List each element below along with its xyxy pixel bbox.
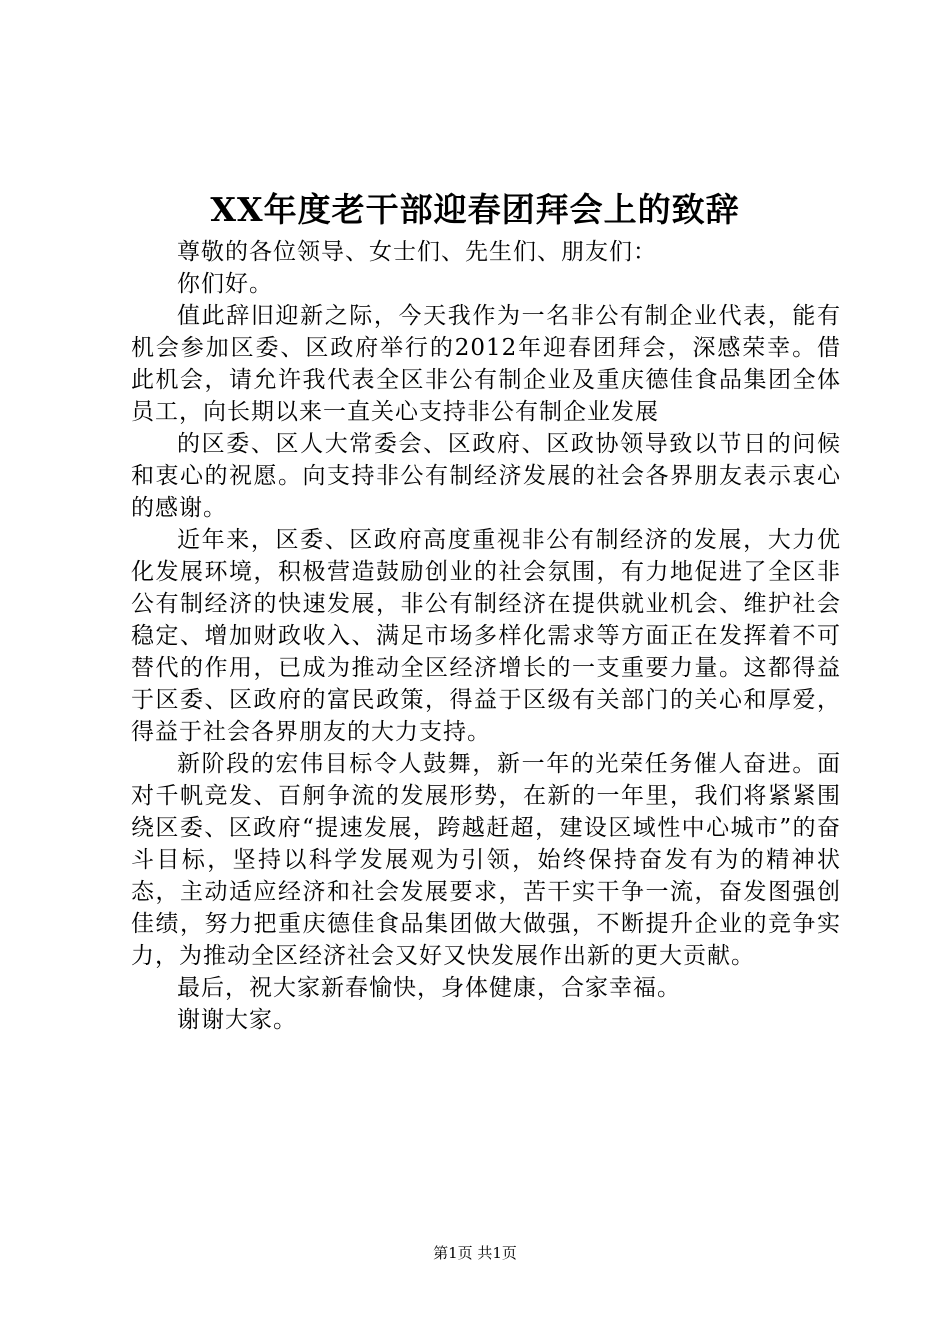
body-paragraph: 新阶段的宏伟目标令人鼓舞，新一年的光荣任务催人奋进。面对千帆竞发、百舸争流的发展形势，在新的一年里，我们将紧紧围绕区委、区政府“提速发展，跨越赶超，建设区域性中心城市”的奋斗目标，坚持以科学发展观为引领，始终保持奋发有为的精神状态，主动适应经济和社会发展要求，苦干实干争一流，奋发图强创佳绩，努力把重庆德佳食品集团做大做强，不断提升企业的竞争实力，为推动全区经济社会又好又快发展作出新的更大贡献。 [131, 751, 841, 969]
body-paragraph: 近年来，区委、区政府高度重视非公有制经济的发展，大力优化发展环境，积极营造鼓励创业的社会氛围，有力地促进了全区非公有制经济的快速发展，非公有制经济在提供就业机会、维护社会稳定、增加财政收入、满足市场多样化需求等方面正在发挥着不可替代的作用，已成为推动全区经济增长的一支重要力量。这都得益于区委、区政府的富民政策，得益于区级有关部门的关心和厚爱，得益于社会各界朋友的大力支持。 [131, 527, 841, 745]
page-number: 第1页 共1页 [433, 1244, 517, 1262]
closing-paragraph: 最后，祝大家新春愉快，身体健康，合家幸福。 [177, 975, 681, 1001]
greeting-paragraph: 你们好。 [177, 271, 273, 297]
salutation-paragraph: 尊敬的各位领导、女士们、先生们、朋友们： [177, 239, 657, 265]
body-paragraph: 的区委、区人大常委会、区政府、区政协领导致以节日的问候和衷心的祝愿。向支持非公有制经济发展的社会各界朋友表示衷心的感谢。 [131, 431, 841, 521]
document-title: XX年度老干部迎春团拜会上的致辞 [210, 190, 740, 229]
thanks-paragraph: 谢谢大家。 [177, 1007, 297, 1033]
document-body [131, 236, 841, 1036]
body-paragraph: 值此辞旧迎新之际，今天我作为一名非公有制企业代表，能有机会参加区委、区政府举行的2012年迎春团拜会，深感荣幸。借此机会，请允许我代表全区非公有制企业及重庆德佳食品集团全体员工，向长期以来一直关心支持非公有制企业发展 [131, 303, 841, 425]
